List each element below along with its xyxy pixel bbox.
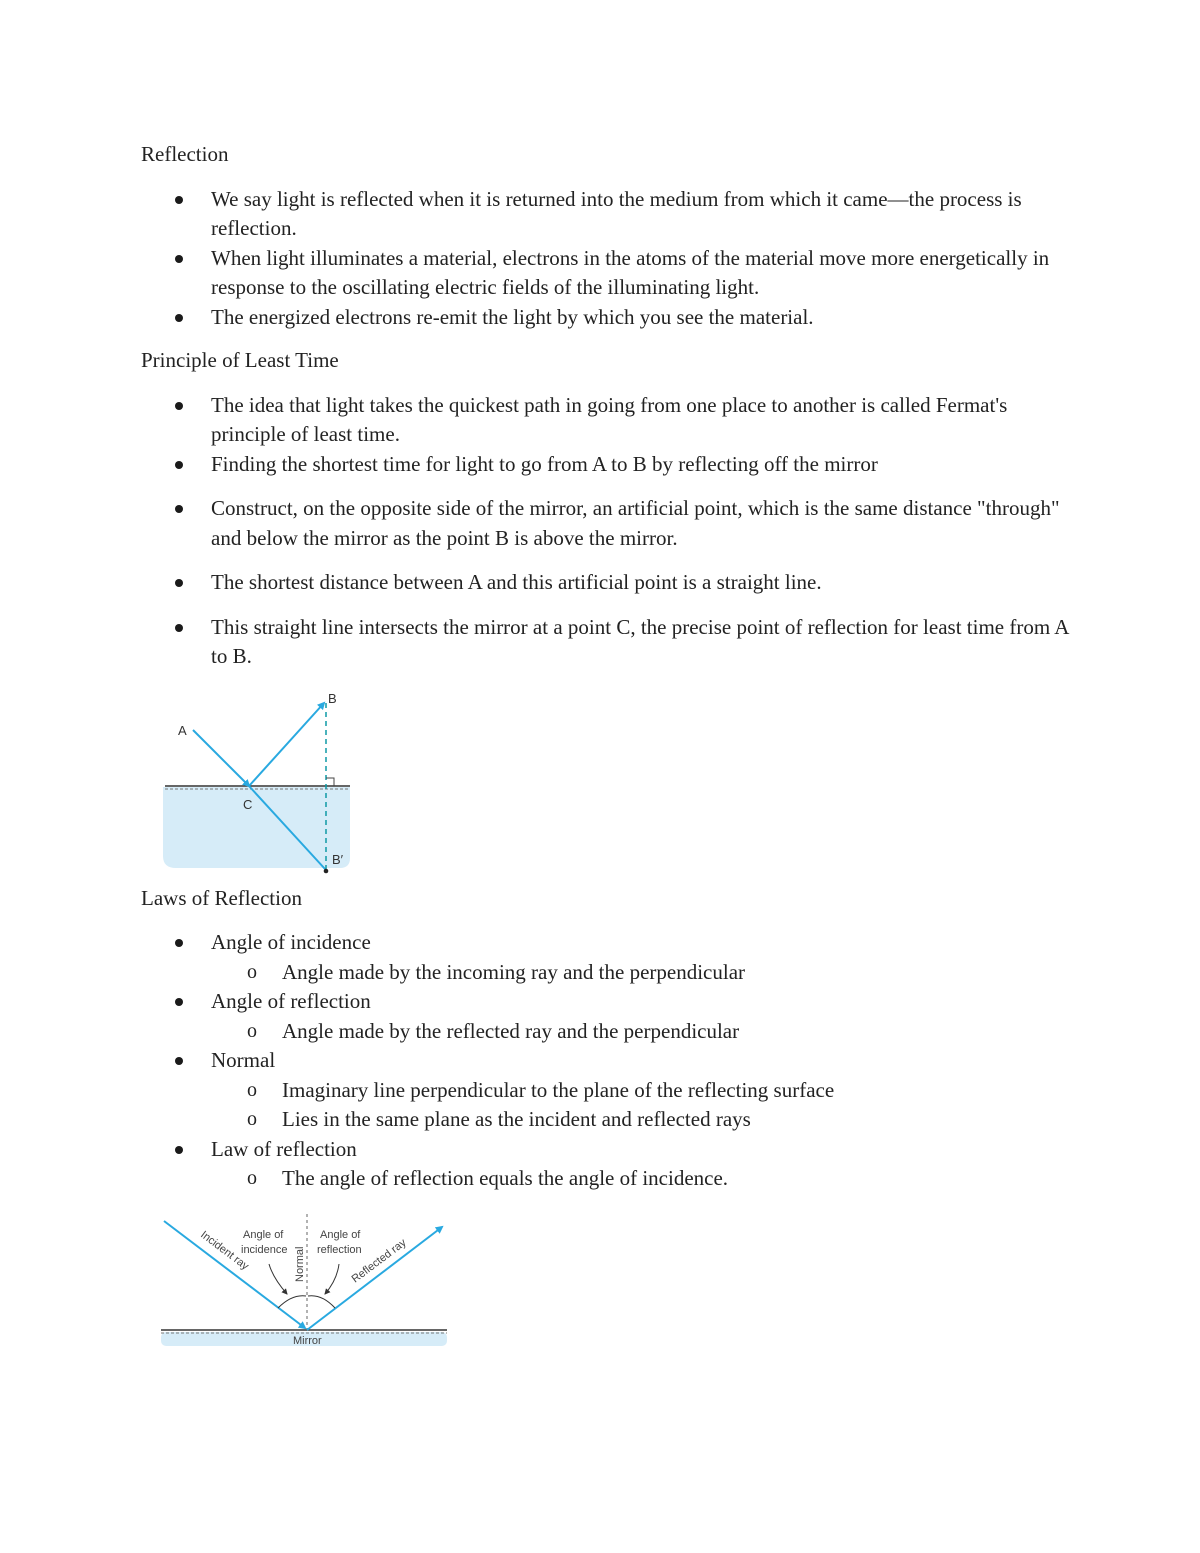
sub-list <box>211 1017 1071 1047</box>
angle-reflection-label-line2: reflection <box>317 1243 362 1256</box>
angle-incidence-label-line2: incidence <box>241 1243 288 1256</box>
document-page <box>141 140 1071 1357</box>
list-item: The shortest distance between A and this artificial point is a straight line. <box>141 568 1071 598</box>
list-item <box>141 928 1071 987</box>
heading-reflection: Reflection <box>141 142 229 166</box>
list-item: When light illuminates a material, electrons in the atoms of the material move more energetically in response to the oscillating electric fields of the illuminating light. <box>141 244 1071 303</box>
angle-reflection-label-line1: Angle of <box>320 1228 361 1241</box>
sub-list-item: o Angle made by the reflected ray and the perpendicular <box>211 1017 1071 1047</box>
label-a: A <box>178 722 187 738</box>
law-label: Angle of incidence <box>211 930 371 954</box>
laws-list <box>141 928 1071 1194</box>
list-item: We say light is reflected when it is returned into the medium from which it came—the process is reflection. <box>141 185 1071 244</box>
angle-incidence-label-line1: Angle of <box>243 1228 284 1241</box>
list-item <box>141 987 1071 1046</box>
sub-list-item: o Angle made by the incoming ray and the perpendicular <box>211 958 1071 988</box>
reflection-pointer <box>325 1264 339 1294</box>
least-time-list <box>141 391 1071 672</box>
law-label: Normal <box>211 1048 276 1072</box>
point-b-prime <box>324 868 329 873</box>
sub-list <box>211 958 1071 988</box>
list-item: The idea that light takes the quickest path in going from one place to another is called Fermat's principle of least time. <box>141 391 1071 450</box>
reflected-ray <box>307 1227 442 1330</box>
law-of-reflection-diagram <box>159 1212 449 1357</box>
incidence-pointer <box>269 1264 287 1294</box>
sub-list-item: o Imaginary line perpendicular to the plane of the reflecting surface <box>211 1076 1071 1106</box>
reflected-ray <box>249 703 324 786</box>
sub-list <box>211 1164 1071 1194</box>
mirror-label: Mirror <box>293 1334 322 1347</box>
list-item: The energized electrons re-emit the light by which you see the material. <box>141 303 1071 333</box>
sub-list <box>211 1076 1071 1135</box>
incidence-arc <box>278 1295 306 1307</box>
incident-ray <box>193 730 249 786</box>
heading-laws: Laws of Reflection <box>141 885 302 910</box>
sub-list-item: o Lies in the same plane as the incident and reflected rays <box>211 1105 1071 1135</box>
reflection-arc <box>308 1295 335 1307</box>
sub-list-item: o The angle of reflection equals the angle of incidence. <box>211 1164 1071 1194</box>
normal-label: Normal <box>294 1246 306 1282</box>
law-label: Angle of reflection <box>211 989 371 1013</box>
law-label: Law of reflection <box>211 1136 357 1161</box>
list-item: Construct, on the opposite side of the mirror, an artificial point, which is the same distance "through" and below the mirror as the point B is above the mirror. <box>141 494 1071 553</box>
list-item <box>141 1046 1071 1135</box>
least-time-diagram <box>158 686 358 874</box>
right-angle-mark <box>326 778 334 786</box>
label-c: C <box>243 796 253 812</box>
water-region <box>163 787 350 868</box>
label-b: B <box>328 690 337 706</box>
list-item: Finding the shortest time for light to go from A to B by reflecting off the mirror <box>141 450 1071 480</box>
list-item <box>141 1135 1071 1194</box>
heading-least-time: Principle of Least Time <box>141 348 339 372</box>
incident-ray <box>164 1221 305 1328</box>
reflected-ray-label: Reflected ray <box>349 1236 409 1285</box>
reflection-list <box>141 185 1071 333</box>
list-item: This straight line intersects the mirror at a point C, the precise point of reflection for least time from A to B. <box>141 613 1071 672</box>
label-b-prime: B′ <box>332 851 344 867</box>
incident-ray-label: Incident ray <box>198 1228 251 1273</box>
